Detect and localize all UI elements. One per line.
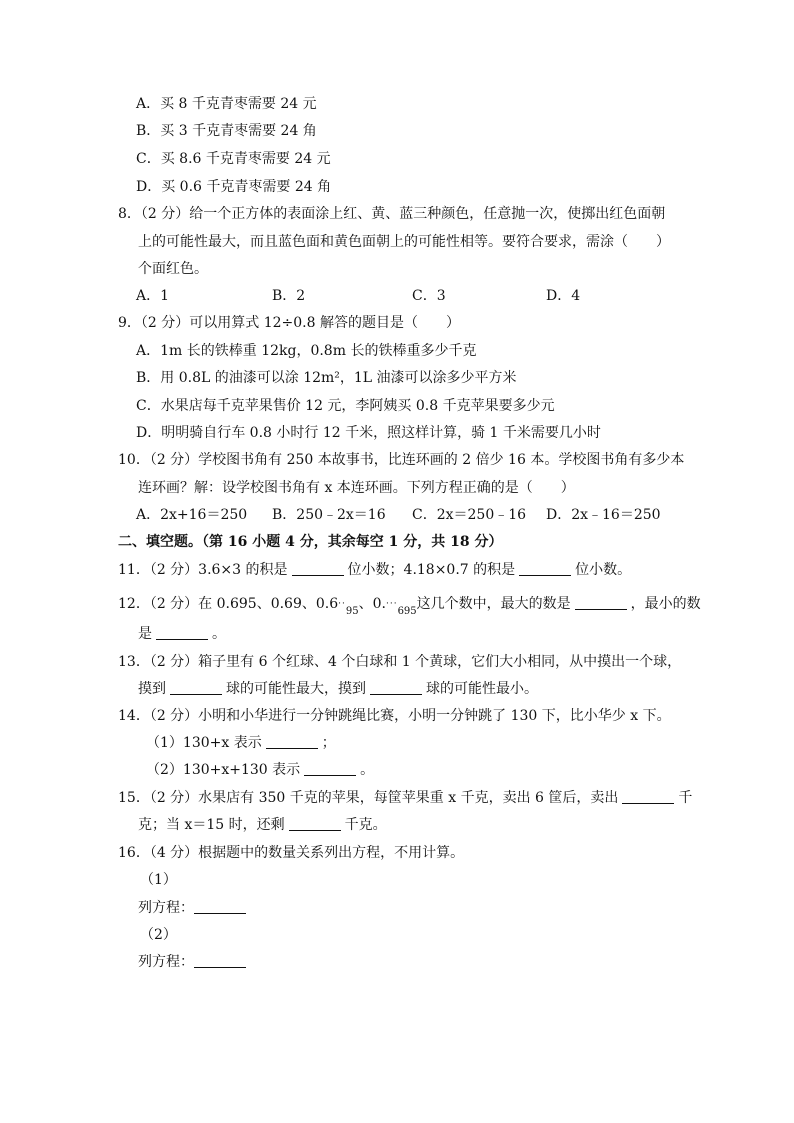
q14-sub1: [146, 733, 336, 753]
q11-blank-2[interactable]: [519, 561, 571, 576]
q12-repeating-digits-2: ···695: [385, 599, 417, 617]
q8-option-c: C．3: [412, 288, 446, 304]
q16-sub2-label: （2）: [140, 927, 177, 943]
q12-blank-1[interactable]: [575, 595, 627, 610]
q8-stem-line2: 上的可能性最大，而且蓝色面和黄色面朝上的可能性相等。要符合要求，需涂（ ）: [138, 234, 670, 250]
q10-option-a: A．2x+16＝250: [136, 507, 248, 523]
q15-text-3: 克；当 x＝15 时，还剩: [138, 817, 285, 833]
q10-option-d: D．2x﹣16＝250: [546, 507, 661, 523]
q12-text-4: 是: [138, 626, 152, 642]
q15-blank-2[interactable]: [289, 816, 341, 831]
q14-sub2-text: （2）130+x+130 表示: [146, 762, 301, 778]
q15-text-4: 千克。: [344, 817, 387, 833]
q15-line1: [118, 788, 692, 808]
section-heading-fill-in: 二、填空题。（第 16 小题 4 分，其余每空 1 分，共 18 分）: [118, 534, 503, 550]
q13-blank-1[interactable]: [170, 680, 222, 695]
q8-option-b: B．2: [272, 288, 306, 304]
q11-text-2: 位小数；4.18×0.7 的积是: [347, 562, 516, 578]
q14-blank-2[interactable]: [304, 761, 356, 776]
q9-option-d: D．明明骑自行车 0.8 小时行 12 千米，照这样计算，骑 1 千米需要几小时: [136, 425, 601, 441]
q12-line2: [138, 624, 226, 644]
q8-option-a: A．1: [136, 288, 170, 304]
q14-stem: 14．（2 分）小明和小华进行一分钟跳绳比赛，小明一分钟跳了 130 下，比小华少 x 下。: [118, 708, 671, 724]
q10-stem-line2: 连环画？解：设学校图书角有 x 本连环画。下列方程正确的是（ ）: [138, 480, 575, 496]
q16-eq1-label: 列方程：: [138, 900, 194, 916]
q16-blank-1[interactable]: [194, 899, 246, 914]
q15-line2: [138, 815, 387, 835]
q9-option-a: A．1m 长的铁棒重 12kg，0.8m 长的铁棒重多少千克: [136, 343, 477, 359]
q12-blank-2[interactable]: [156, 625, 208, 640]
q8-option-d: D．4: [546, 288, 581, 304]
q9-option-c: C．水果店每千克苹果售价 12 元，李阿姨买 0.8 千克苹果要多少元: [136, 398, 555, 414]
q12-text-3: ，最小的数: [630, 596, 701, 612]
q12-line1: [118, 594, 701, 616]
q12-text-1: 12．（2 分）在 0.695、0.69、0.6: [118, 596, 339, 612]
q12-text-2: 这几个数中，最大的数是: [416, 596, 571, 612]
q9-option-b: B．用 0.8L 的油漆可以涂 12m²，1L 油漆可以涂多少平方米: [136, 370, 517, 386]
q12-separator: 、0.: [358, 596, 386, 612]
repeat-dot-marks: ···: [385, 599, 398, 609]
q13-text-3: 球的可能性最小。: [426, 681, 538, 697]
q8-stem-line1: 8．（2 分）给一个正方体的表面涂上红、黄、蓝三种颜色，任意抛一次，使掷出红色面朝: [118, 206, 666, 222]
q15-blank-1[interactable]: [622, 789, 674, 804]
q13-blank-2[interactable]: [370, 680, 422, 695]
repeat-dot-marks: ··: [338, 599, 346, 609]
q11-line: [118, 560, 631, 580]
q14-blank-1[interactable]: [266, 734, 318, 749]
q15-text-1: 15．（2 分）水果店有 350 千克的苹果，每筐苹果重 x 千克，卖出 6 筐后，卖出: [118, 790, 619, 806]
q16-eq1: [138, 898, 250, 918]
q16-stem: 16．（4 分）根据题中的数量关系列出方程，不用计算。: [118, 845, 465, 861]
q14-sub1-end: ；: [321, 735, 336, 751]
q13-line1: 13．（2 分）箱子里有 6 个红球、4 个白球和 1 个黄球，它们大小相同，从中摸出一个球，: [118, 654, 682, 670]
q14-sub1-text: （1）130+x 表示: [146, 735, 262, 751]
q11-blank-1[interactable]: [292, 561, 344, 576]
q7-option-a: A．买 8 千克青枣需要 24 元: [136, 96, 317, 112]
q7-option-b: B．买 3 千克青枣需要 24 角: [136, 123, 317, 139]
q11-text-1: 11．（2 分）3.6×3 的积是: [118, 562, 288, 578]
q16-blank-2[interactable]: [194, 953, 246, 968]
q12-end: 。: [212, 626, 226, 642]
q10-option-c: C．2x＝250﹣16: [412, 507, 527, 523]
q13-text-1: 摸到: [138, 681, 166, 697]
q14-sub2: [146, 760, 374, 780]
q13-line2: [138, 679, 538, 699]
q7-option-d: D．买 0.6 千克青枣需要 24 角: [136, 179, 332, 195]
q13-text-2: 球的可能性最大，摸到: [226, 681, 366, 697]
q14-sub2-end: 。: [360, 762, 375, 778]
q16-eq2-label: 列方程：: [138, 954, 194, 970]
q15-text-2: 千: [678, 790, 693, 806]
q16-sub1-label: （1）: [140, 872, 177, 888]
q10-option-b: B．250﹣2x＝16: [272, 507, 386, 523]
q11-text-3: 位小数。: [575, 562, 632, 578]
q12-repeating-digits-1: ··95: [338, 599, 359, 617]
q7-option-c: C．买 8.6 千克青枣需要 24 元: [136, 151, 331, 167]
q10-stem-line1: 10．（2 分）学校图书角有 250 本故事书，比连环画的 2 倍少 16 本。学校图书角有多少本: [118, 452, 685, 468]
q9-stem: 9．（2 分）可以用算式 12÷0.8 解答的题目是（ ）: [118, 315, 460, 331]
q16-eq2: [138, 952, 250, 972]
q8-stem-line3: 个面红色。: [138, 261, 208, 277]
